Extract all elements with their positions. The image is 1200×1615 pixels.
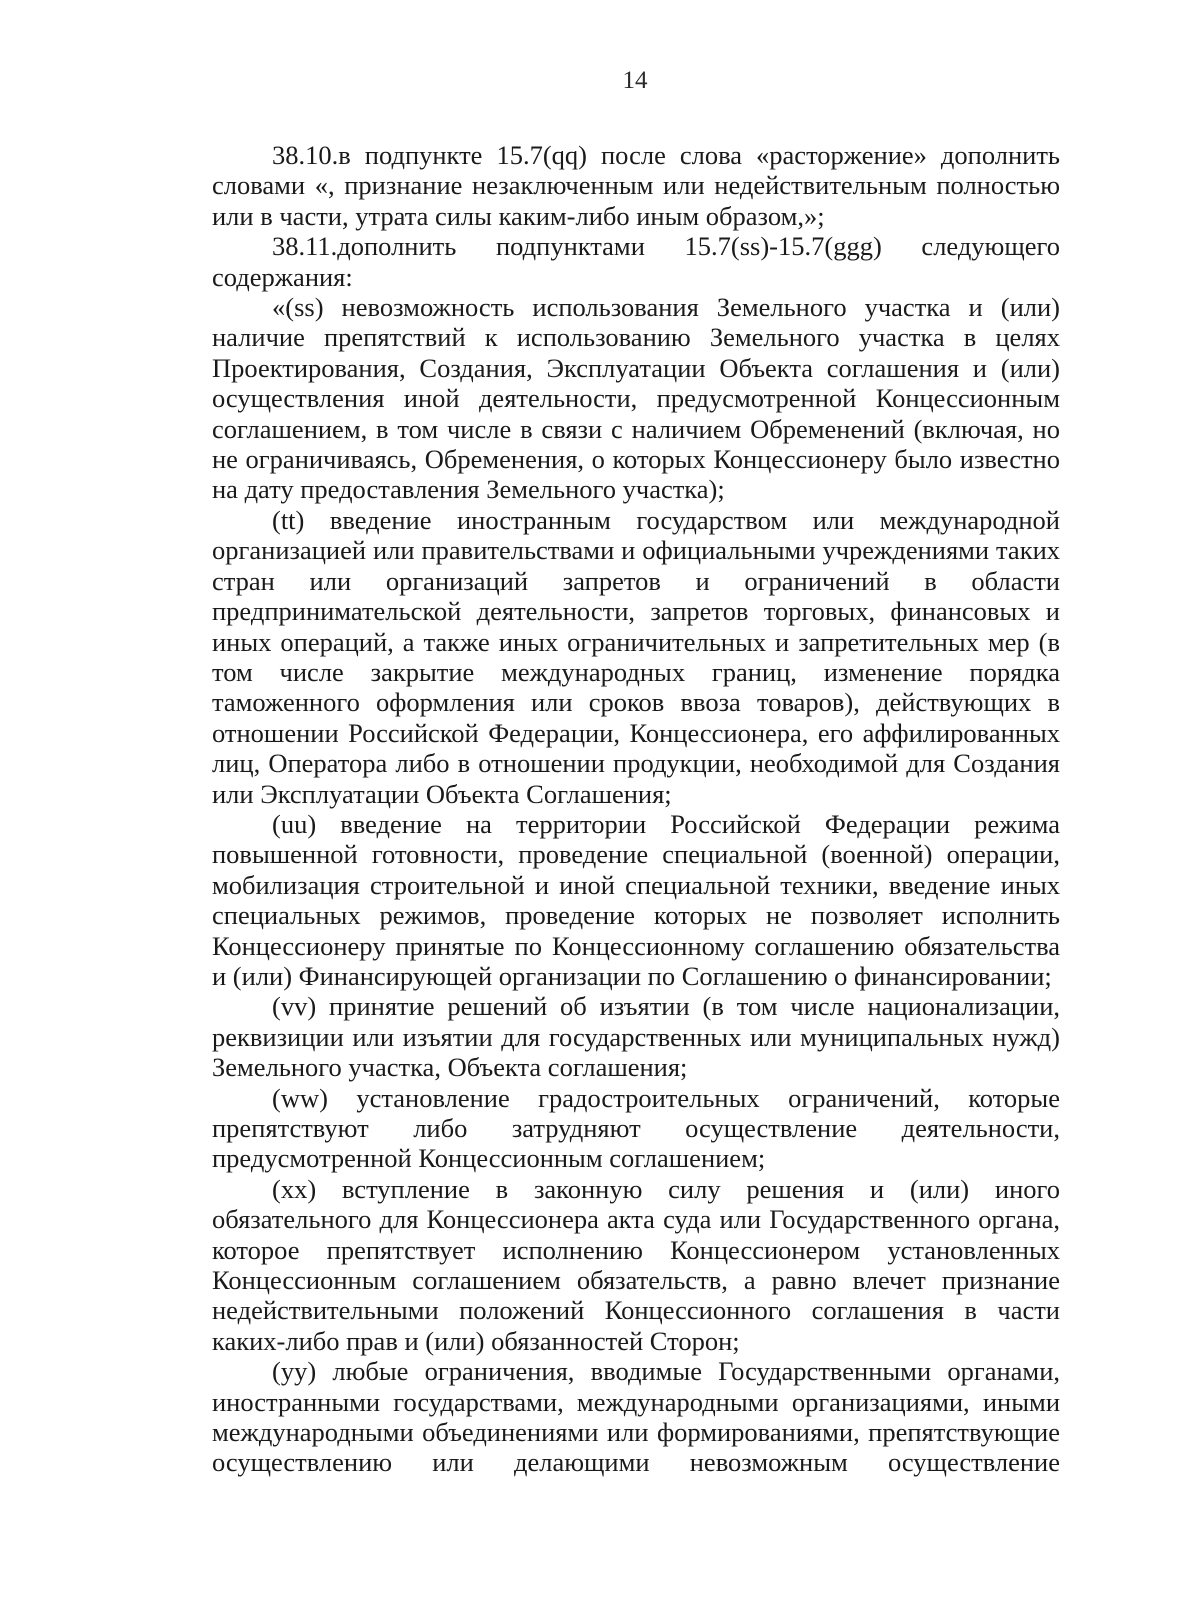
text-line: (uu) введение на территории Российской Федерации режима [272,808,1060,839]
paragraph-item-38-11 [212,231,1060,292]
text-line: Концессионным соглашением обязательств, а равно влечет признание [212,1265,1060,1296]
paragraph-sub-ss [212,292,1060,505]
text-line: стран или организаций запретов и ограничений в области [212,565,1060,596]
text-line: мобилизация строительной и иной специальной техники, введение иных [212,869,1060,900]
text-line: соглашением, в том числе в связи с наличием Обременений (включая, но [212,413,1060,444]
text-line: иных операций, а также иных ограничительных и запретительных мер (в [212,626,1060,657]
paragraph-sub-yy [212,1356,1060,1478]
document-body [212,140,1060,1478]
page-number: 14 [622,67,648,94]
text-line: препятствуют либо затрудняют осуществление деятельности, [212,1113,1060,1143]
text-line: реквизиции или изъятии для государственных или муниципальных нужд) [212,1021,1060,1052]
text-line: 38.10.в подпункте 15.7(qq) после слова «расторжение» дополнить [272,140,1060,170]
text-line: отношении Российской Федерации, Концессионера, его аффилированных [212,717,1060,748]
text-line: не ограничиваясь, Обременения, о которых Концессионеру было известно [212,444,1060,475]
text-line: (vv) принятие решений об изъятии (в том числе национализации, [272,991,1060,1022]
text-line: повышенной готовности, проведение специальной (военной) операции, [212,839,1060,870]
text-line: 38.11.дополнить подпунктами 15.7(ss)-15.7(ggg) следующего [272,231,1060,262]
text-line: том числе закрытие международных границ, изменение порядка [212,656,1060,687]
text-line: или Эксплуатации Объекта Соглашения; [212,778,672,809]
text-line: наличие препятствий к использованию Земельного участка в целях [212,322,1060,353]
text-line: осуществления иной деятельности, предусмотренной Концессионным [212,383,1060,414]
text-line: каких-либо прав и (или) обязанностей Сторон; [212,1325,740,1356]
text-line: (ww) установление градостроительных ограничений, которые [272,1082,1060,1113]
text-line: организацией или правительствами и официальными учреждениями таких [212,535,1060,566]
text-line: недействительными положений Концессионного соглашения в части [212,1295,1060,1326]
paragraph-sub-vv [212,991,1060,1082]
text-line: или в части, утрата силы каким-либо иным образом,»; [212,200,825,231]
paragraph-item-38-10 [212,140,1060,231]
paragraph-sub-xx [212,1174,1060,1356]
text-line: обязательного для Концессионера акта суда или Государственного органа, [212,1204,1060,1235]
text-line: лиц, Оператора либо в отношении продукции, необходимой для Создания [212,748,1060,779]
paragraph-sub-uu [212,809,1060,991]
text-line: специальных режимов, проведение которых не позволяет исполнить [212,900,1060,931]
text-line: осуществлению или делающими невозможным осуществление [212,1447,1060,1478]
text-line: предпринимательской деятельности, запретов торговых, финансовых и [212,596,1060,627]
text-line: на дату предоставления Земельного участка); [212,474,725,505]
text-line: иностранными государствами, международными организациями, иными [212,1386,1060,1417]
text-line: таможенного оформления или сроков ввоза товаров), действующих в [212,687,1060,718]
text-line: (tt) введение иностранным государством или международной [272,504,1060,535]
text-line: Проектирования, Создания, Эксплуатации Объекта соглашения и (или) [212,352,1060,383]
text-line: (yy) любые ограничения, вводимые Государственными органами, [272,1356,1060,1387]
paragraph-sub-ww [212,1083,1060,1174]
paragraph-sub-tt [212,505,1060,809]
text-line: Концессионеру принятые по Концессионному соглашению обязательства [212,930,1060,961]
text-line: (xx) вступление в законную силу решения и (или) иного [272,1173,1060,1204]
text-line: и (или) Финансирующей организации по Соглашению о финансировании; [212,960,1052,991]
text-line: содержания: [212,261,353,292]
text-line: международными объединениями или формированиями, препятствующие [212,1417,1060,1448]
text-line: словами «, признание незаключенным или недействительным полностью [212,170,1060,201]
text-line: Земельного участка, Объекта соглашения; [212,1052,688,1083]
text-line: «(ss) невозможность использования Земельного участка и (или) [272,292,1060,323]
text-line: которое препятствует исполнению Концессионером установленных [212,1234,1060,1265]
text-line: предусмотренной Концессионным соглашением; [212,1143,766,1174]
